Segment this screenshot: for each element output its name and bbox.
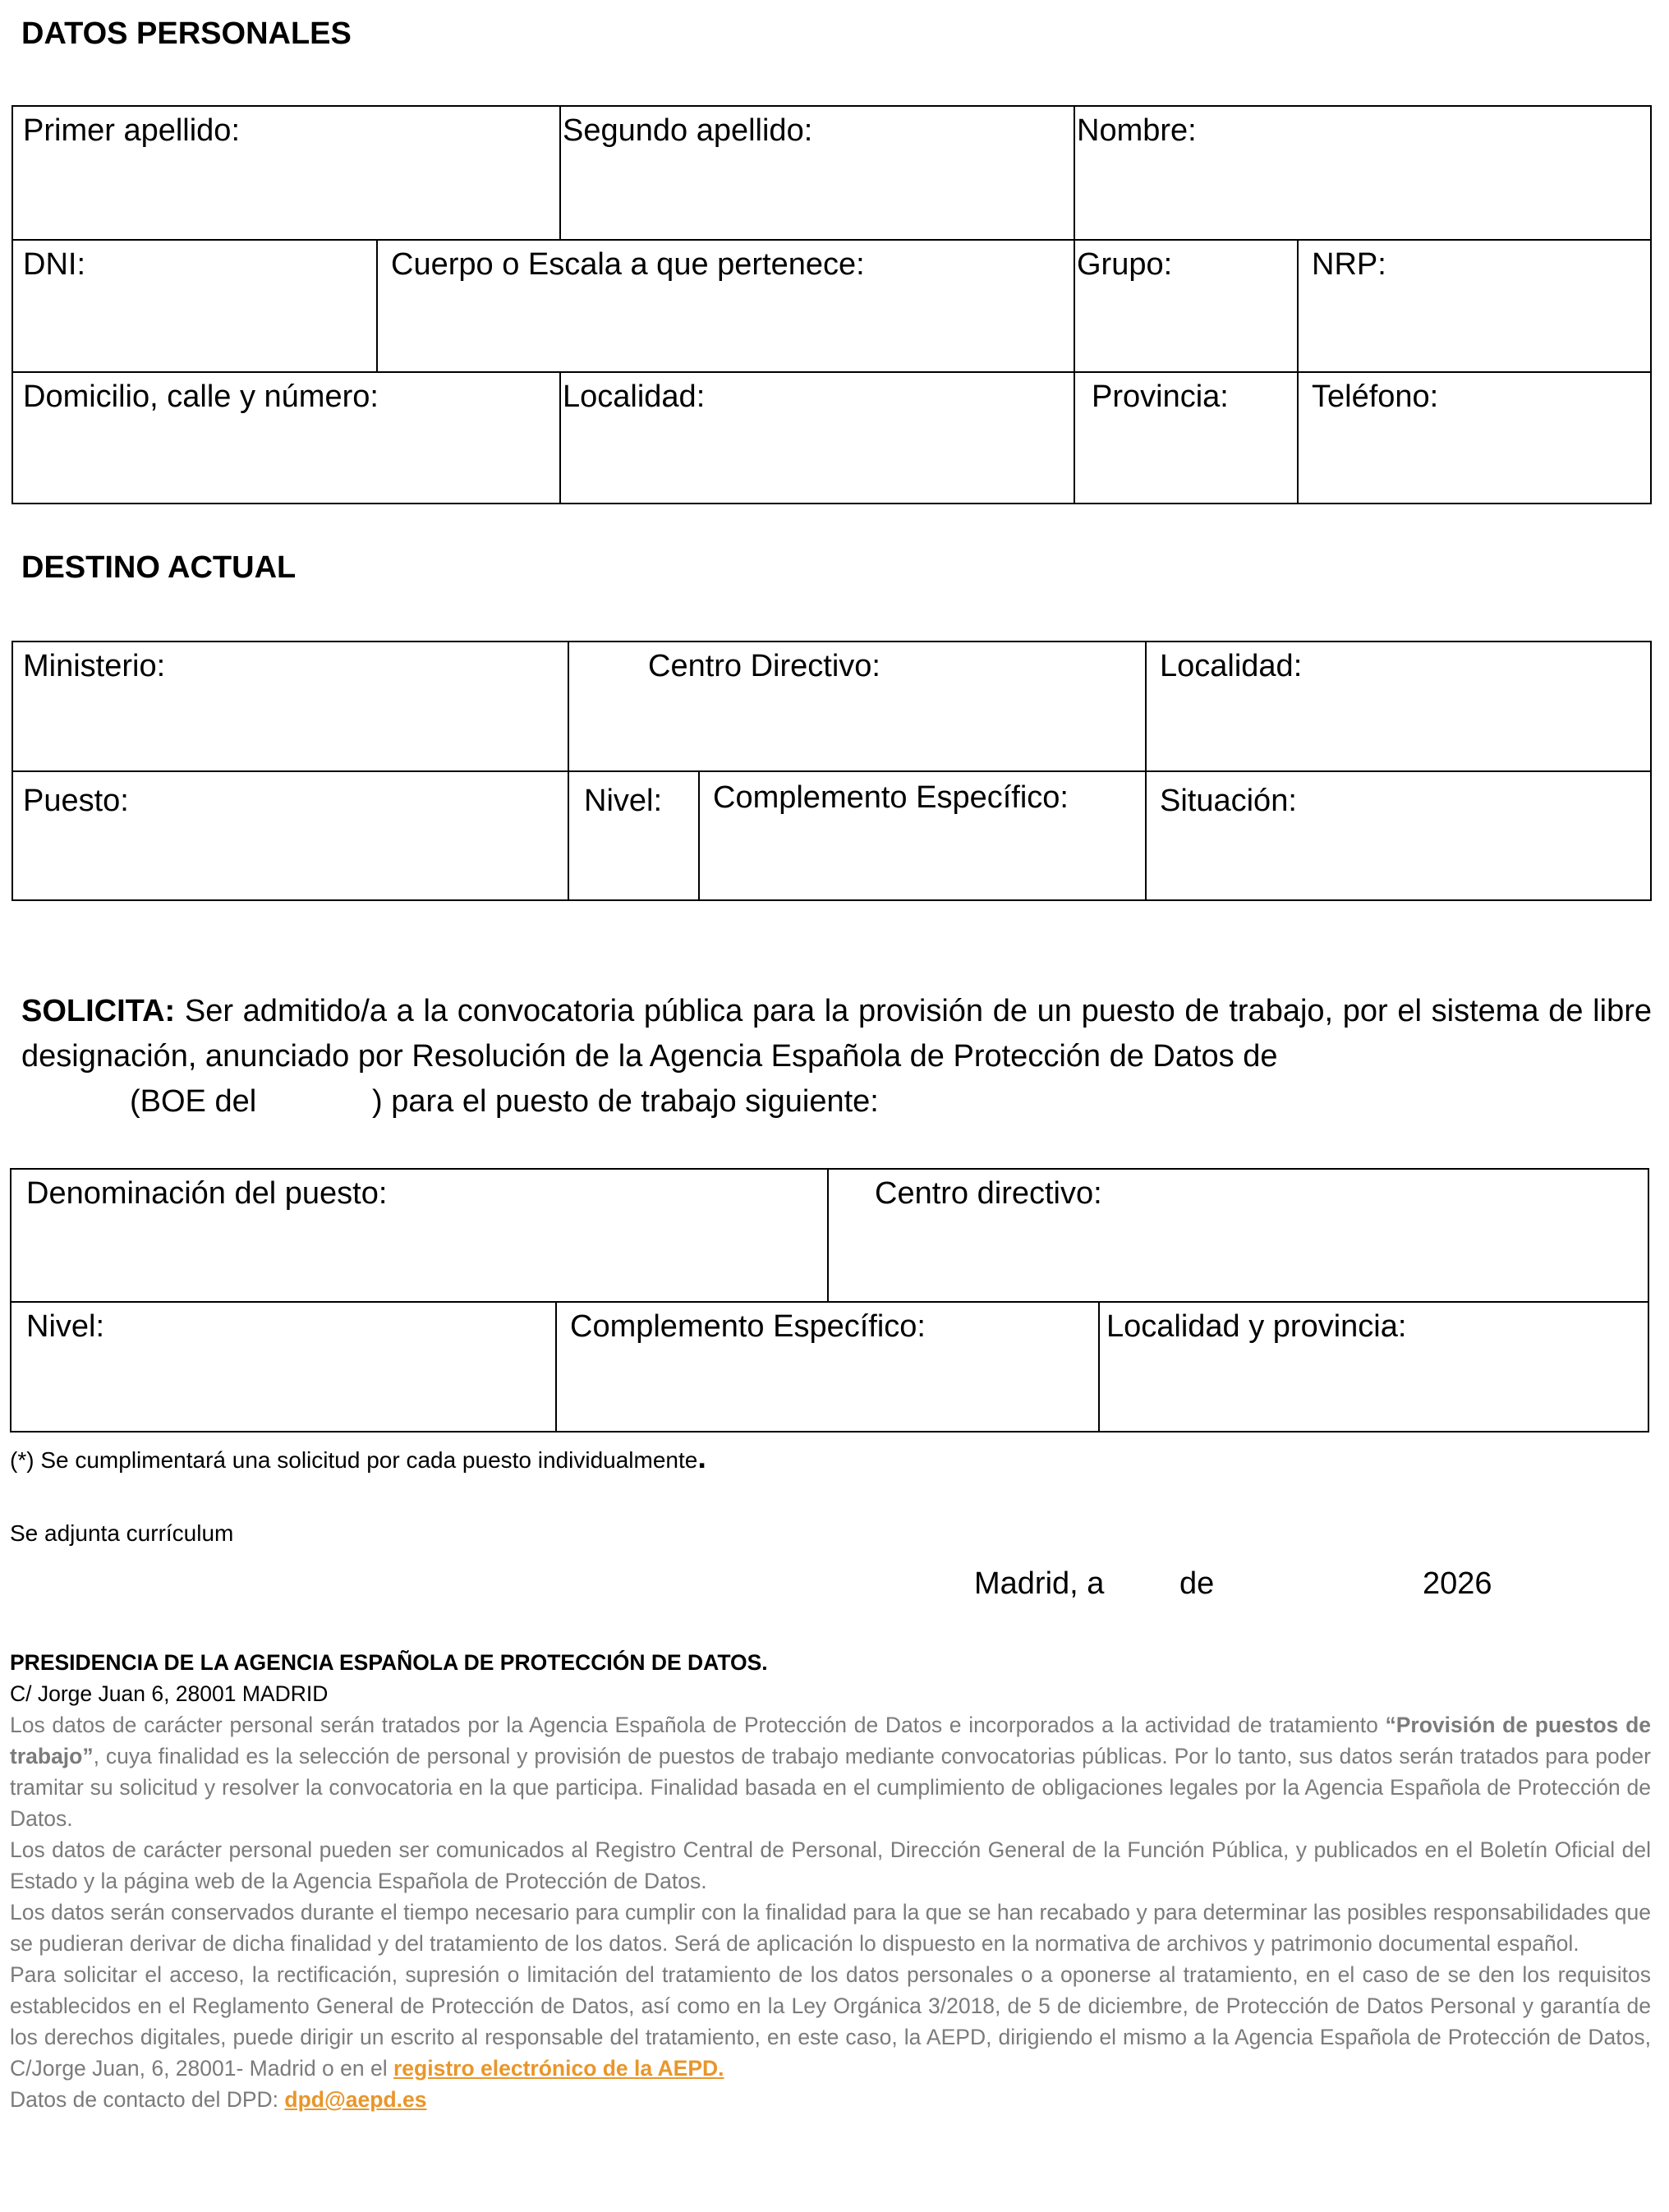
field-grupo[interactable] — [1074, 239, 1297, 371]
puesto-solicitado-table — [10, 1168, 1649, 1433]
field-situacion[interactable] — [1145, 770, 1650, 899]
solicita-boe-label: (BOE del — [130, 1084, 257, 1119]
field-label: Cuerpo o Escala a que pertenece: — [391, 247, 865, 282]
field-ministerio[interactable] — [13, 642, 568, 770]
footer-title: PRESIDENCIA DE LA AGENCIA ESPAÑOLA DE PROTECCIÓN DE DATOS. — [10, 1650, 768, 1675]
footer-paragraph-2: Los datos de carácter personal pueden ser comunicados al Registro Central de Personal, Dirección General de la Función Pública, y publicados en el Boletín Oficial del Estado y la página web de la Agencia Española de Protección de Datos. — [10, 1837, 1651, 1893]
solicita-text: Ser admitido/a a la convocatoria pública para la provisión de un puesto de trabajo, por el sistema de libre designación, anunciado por Resolución de la Agencia Española de Protección de Datos de — [21, 994, 1652, 1074]
field-label: Localidad y provincia: — [1106, 1309, 1407, 1344]
footer-address: C/ Jorge Juan 6, 28001 MADRID — [10, 1681, 329, 1706]
asterisk-note-dot: . — [697, 1441, 706, 1475]
field-localidad-provincia[interactable] — [1098, 1301, 1648, 1431]
field-label: Domicilio, calle y número: — [23, 379, 379, 414]
solicita-paragraph — [21, 989, 1652, 1079]
footer-p1-rest: , cuya finalidad es la selección de personal y provisión de puestos de trabajo mediante convocatorias públicas. Por lo tanto, sus datos serán tratados para poder tramitar su solicitud y resolver la convocatoria en la que participa. Finalidad basada en el cumplimiento de obligaciones legales por la Agencia Española de Protección de Datos. — [10, 1744, 1651, 1831]
field-localidad[interactable] — [559, 371, 1074, 503]
field-label: Nivel: — [584, 784, 663, 818]
field-destino-localidad[interactable] — [1145, 642, 1650, 770]
field-label: Centro Directivo: — [648, 649, 880, 683]
field-puesto[interactable] — [13, 770, 568, 899]
field-segundo-apellido[interactable] — [559, 107, 1074, 239]
field-label: DNI: — [23, 247, 85, 282]
field-label: Centro directivo: — [875, 1176, 1102, 1211]
field-label: Grupo: — [1077, 247, 1173, 282]
field-label: Nivel: — [26, 1309, 105, 1344]
section-title-personal: DATOS PERSONALES — [21, 16, 352, 51]
field-destino-complemento[interactable] — [698, 770, 1145, 899]
field-label: Localidad: — [1160, 649, 1303, 683]
field-provincia[interactable] — [1074, 371, 1297, 503]
field-centro-directivo[interactable] — [568, 642, 1145, 770]
field-primer-apellido[interactable] — [13, 107, 559, 239]
footer-paragraph-4 — [10, 1959, 1651, 2084]
footer-p1-text: Los datos de carácter personal serán tratados por la Agencia Española de Protección de Datos e incorporados a la actividad de tratamiento — [10, 1713, 1378, 1737]
field-label: Situación: — [1160, 784, 1297, 818]
footer-dpd-contact — [10, 2084, 1651, 2115]
footer-p4-text: Para solicitar el acceso, la rectificación, supresión o limitación del tratamiento de los datos personales o a oponerse al tratamiento, en el caso de se den los requisitos establecidos en el Reglamento General de Protección de Datos, así como en la Ley Orgánica 3/2018, de 5 de diciembre, de Protección de Datos Personal y garantía de los derechos digitales, puede dirigir un escrito al responsable del tratamiento, en este caso, la AEPD, dirigiendo el mismo a la Agencia Española de Protección de Datos, C/Jorge Juan, 6, 28001- Madrid o en el — [10, 1962, 1651, 2081]
field-label: Primer apellido: — [23, 113, 240, 148]
field-label: Puesto: — [23, 784, 129, 818]
registro-electronico-link[interactable]: registro electrónico de la AEPD. — [393, 2056, 724, 2081]
field-label: Nombre: — [1077, 113, 1197, 148]
field-domicilio[interactable] — [13, 371, 559, 503]
field-label: Provincia: — [1092, 379, 1229, 414]
field-dni[interactable] — [13, 239, 376, 371]
field-label: Ministerio: — [23, 649, 166, 683]
signature-year: 2026 — [1423, 1566, 1492, 1601]
solicita-boe-suffix: ) para el puesto de trabajo siguiente: — [372, 1084, 879, 1119]
field-nrp[interactable] — [1297, 239, 1650, 371]
field-denominacion-puesto[interactable] — [11, 1170, 827, 1301]
field-telefono[interactable] — [1297, 371, 1650, 503]
asterisk-note-text: (*) Se cumplimentará una solicitud por cada puesto individualmente — [10, 1447, 698, 1473]
signature-de: de — [1179, 1566, 1215, 1601]
destino-table — [11, 641, 1652, 901]
field-label: Localidad: — [563, 379, 706, 414]
signature-place: Madrid, a — [974, 1566, 1105, 1601]
footer-paragraph-3: Los datos serán conservados durante el tiempo necesario para cumplir con la finalidad para la que se han recabado y para determinar las posibles responsabilidades que se pudieran derivar de dicha finalidad y del tratamiento de los datos. Será de aplicación lo dispuesto en la normativa de archivos y patrimonio documental español. — [10, 1900, 1651, 1956]
field-label: Complemento Específico: — [570, 1309, 926, 1344]
footer-paragraph-1 — [10, 1709, 1651, 1834]
field-nombre[interactable] — [1074, 107, 1650, 239]
footer-p1-bold: “Provisión de puestos de trabajo” — [10, 1713, 1651, 1768]
curriculum-note: Se adjunta currículum — [10, 1520, 234, 1546]
solicita-label: SOLICITA: — [21, 994, 176, 1028]
field-puesto-complemento[interactable] — [555, 1301, 1098, 1431]
field-label: Complemento Específico: — [713, 780, 1069, 815]
field-label: Segundo apellido: — [563, 113, 813, 148]
privacy-footer — [10, 1647, 1651, 2115]
field-puesto-centro-directivo[interactable] — [827, 1170, 1648, 1301]
dpd-email-link[interactable]: dpd@aepd.es — [284, 2087, 427, 2112]
field-cuerpo-escala[interactable] — [376, 239, 1074, 371]
asterisk-note — [10, 1441, 706, 1475]
field-destino-nivel[interactable] — [568, 770, 698, 899]
dpd-label: Datos de contacto del DPD: — [10, 2087, 279, 2112]
field-puesto-nivel[interactable] — [11, 1301, 555, 1431]
section-title-destino: DESTINO ACTUAL — [21, 550, 297, 585]
field-label: Teléfono: — [1312, 379, 1439, 414]
personal-data-table — [11, 105, 1652, 504]
field-label: Denominación del puesto: — [26, 1176, 388, 1211]
field-label: NRP: — [1312, 247, 1386, 282]
